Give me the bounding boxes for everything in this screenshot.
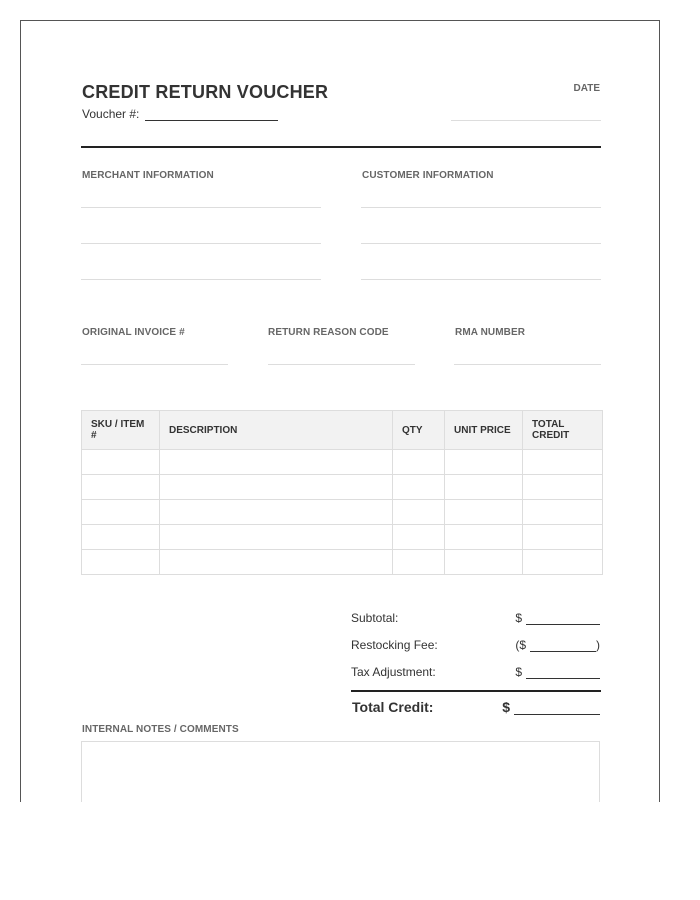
original-invoice-field[interactable] xyxy=(81,364,228,365)
subtotal-value xyxy=(515,611,600,625)
table-cell-description[interactable] xyxy=(160,500,393,525)
header-divider xyxy=(81,146,601,148)
total-credit-label: Total Credit: xyxy=(352,699,434,715)
customer-info-label: CUSTOMER INFORMATION xyxy=(362,170,494,181)
table-cell-sku[interactable] xyxy=(82,450,160,475)
customer-field-line-2[interactable] xyxy=(361,243,601,244)
table-cell-unit-price[interactable] xyxy=(445,550,523,575)
table-cell-qty[interactable] xyxy=(393,500,445,525)
column-header-description: DESCRIPTION xyxy=(160,411,393,450)
table-cell-description[interactable] xyxy=(160,550,393,575)
table-cell-qty[interactable] xyxy=(393,525,445,550)
total-credit-field[interactable] xyxy=(514,701,600,715)
rma-number-label: RMA NUMBER xyxy=(455,327,526,338)
tax-adjustment-field[interactable] xyxy=(526,667,600,679)
merchant-field-line-3[interactable] xyxy=(81,279,321,280)
table-row xyxy=(82,525,603,550)
date-label: DATE xyxy=(573,83,600,94)
table-cell-total-credit[interactable] xyxy=(523,525,603,550)
table-cell-qty[interactable] xyxy=(393,450,445,475)
column-header-unit-price: UNIT PRICE xyxy=(445,411,523,450)
restocking-fee-currency: ($ xyxy=(515,638,526,652)
table-cell-unit-price[interactable] xyxy=(445,450,523,475)
table-row xyxy=(82,500,603,525)
return-reason-label: RETURN REASON CODE xyxy=(268,327,389,338)
table-cell-unit-price[interactable] xyxy=(445,475,523,500)
table-cell-sku[interactable] xyxy=(82,500,160,525)
merchant-field-line-2[interactable] xyxy=(81,243,321,244)
merchant-info-label: MERCHANT INFORMATION xyxy=(82,170,214,181)
voucher-number-row xyxy=(82,107,278,121)
table-cell-total-credit[interactable] xyxy=(523,475,603,500)
table-cell-unit-price[interactable] xyxy=(445,500,523,525)
table-cell-unit-price[interactable] xyxy=(445,525,523,550)
table-row xyxy=(82,550,603,575)
table-cell-sku[interactable] xyxy=(82,550,160,575)
subtotal-currency: $ xyxy=(515,611,522,625)
total-credit-value xyxy=(502,699,600,715)
date-field[interactable] xyxy=(451,120,601,121)
table-cell-qty[interactable] xyxy=(393,475,445,500)
restocking-fee-label: Restocking Fee: xyxy=(351,638,438,652)
original-invoice-label: ORIGINAL INVOICE # xyxy=(82,327,185,338)
table-cell-total-credit[interactable] xyxy=(523,550,603,575)
table-row xyxy=(82,475,603,500)
voucher-number-field[interactable] xyxy=(145,109,278,121)
tax-adjustment-value xyxy=(515,665,600,679)
items-table xyxy=(81,410,603,575)
customer-field-line-3[interactable] xyxy=(361,279,601,280)
restocking-fee-field[interactable] xyxy=(530,640,596,652)
tax-adjustment-currency: $ xyxy=(515,665,522,679)
notes-textarea[interactable] xyxy=(81,741,600,802)
table-cell-description[interactable] xyxy=(160,475,393,500)
tax-adjustment-label: Tax Adjustment: xyxy=(351,665,436,679)
voucher-page xyxy=(20,20,660,802)
table-cell-sku[interactable] xyxy=(82,525,160,550)
table-cell-qty[interactable] xyxy=(393,550,445,575)
column-header-qty: QTY xyxy=(393,411,445,450)
page-title: CREDIT RETURN VOUCHER xyxy=(82,82,329,102)
restocking-fee-close-paren: ) xyxy=(596,638,600,652)
merchant-field-line-1[interactable] xyxy=(81,207,321,208)
table-cell-total-credit[interactable] xyxy=(523,500,603,525)
rma-number-field[interactable] xyxy=(454,364,601,365)
notes-label: INTERNAL NOTES / COMMENTS xyxy=(82,724,239,735)
table-header-row xyxy=(82,411,603,450)
total-credit-currency: $ xyxy=(502,699,510,715)
return-reason-field[interactable] xyxy=(268,364,415,365)
table-cell-sku[interactable] xyxy=(82,475,160,500)
restocking-fee-value xyxy=(515,638,600,652)
subtotal-label: Subtotal: xyxy=(351,611,399,625)
voucher-number-label: Voucher #: xyxy=(82,107,140,121)
column-header-total-credit: TOTAL CREDIT xyxy=(523,411,603,450)
table-cell-description[interactable] xyxy=(160,525,393,550)
column-header-sku: SKU / ITEM # xyxy=(82,411,160,450)
table-cell-total-credit[interactable] xyxy=(523,450,603,475)
totals-divider xyxy=(351,690,601,692)
customer-field-line-1[interactable] xyxy=(361,207,601,208)
subtotal-field[interactable] xyxy=(526,613,600,625)
table-row xyxy=(82,450,603,475)
table-cell-description[interactable] xyxy=(160,450,393,475)
